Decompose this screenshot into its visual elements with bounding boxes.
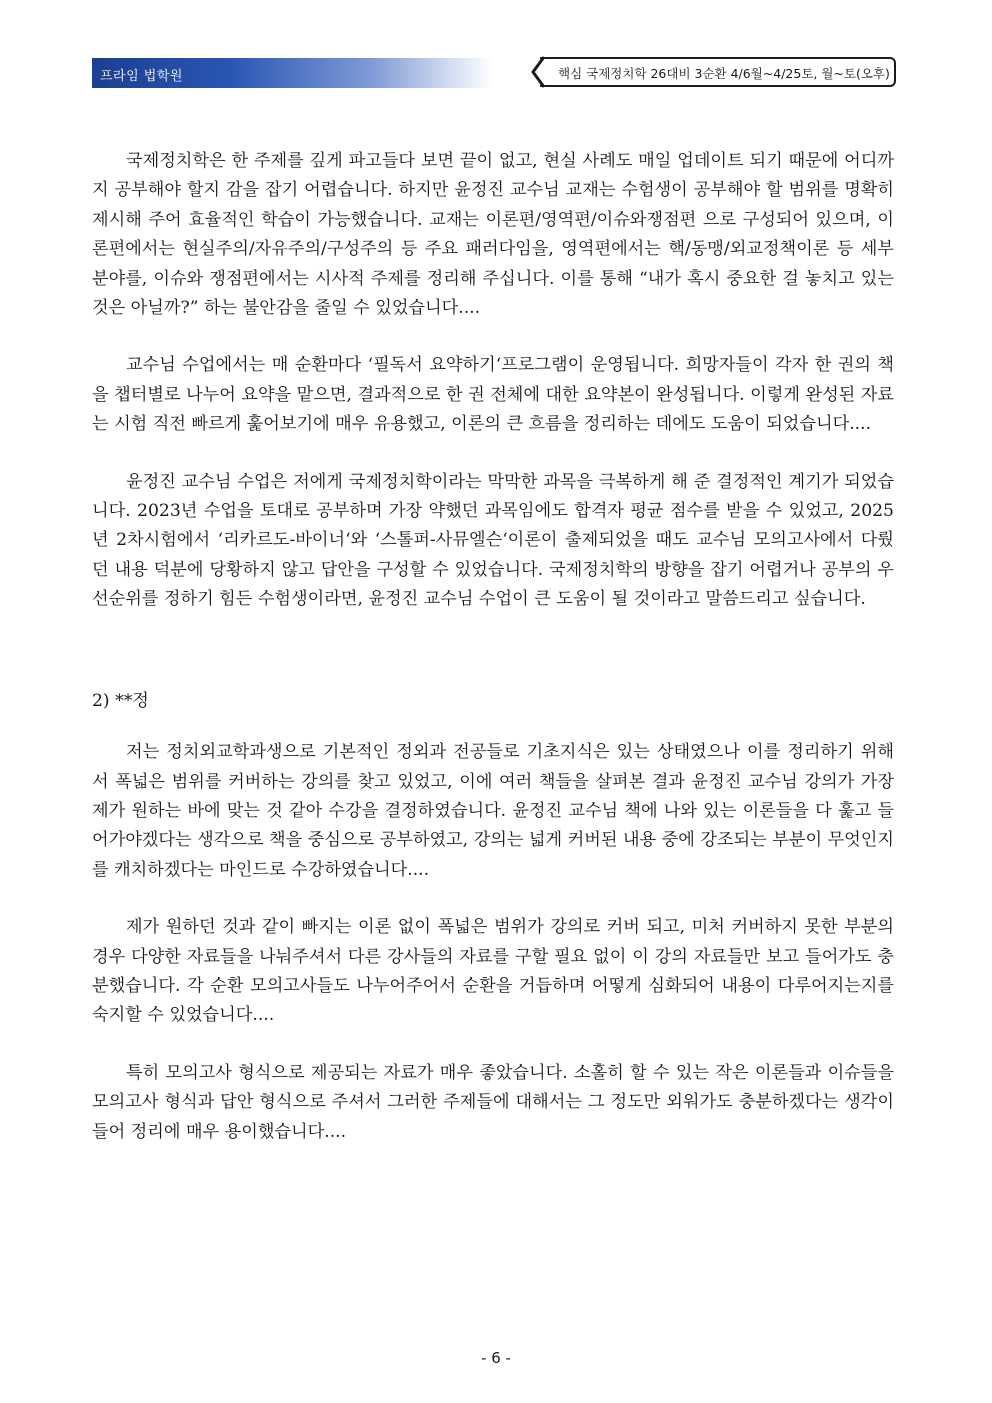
course-title: 핵심 국제정치학 26대비 3순환 4/6월~4/25토, 월~토(오후) (558, 66, 890, 81)
section-heading: 2) **정 (92, 690, 149, 711)
paragraph: 저는 정치외교학과생으로 기본적인 정외과 전공들로 기초지식은 있는 상태였으나 이를 정리하기 위해서 폭넓은 범위를 커버하는 강의를 찾고 있었고, 이에 여러 책들을 살펴본 결과 윤정진 교수님 강의가 가장 제가 원하는 바에 맞는 것 같아 수강을 결정하였습니다. 윤정진 교수님 책에 나와 있는 이론들을 다 훑고 들어가야겠다는 생각으로 책을 중심으로 공부하였고, 강의는 넓게 커버된 내용 중에 강조되는 부분이 무엇인지를 캐치하겠다는 마인드로 수강하였습니다.... (92, 742, 894, 880)
paragraph: 교수님 수업에서는 매 순환마다 ‘필독서 요약하기‘프로그램이 운영됩니다. 희망자들이 각자 한 권의 책을 챕터별로 나누어 요약을 맡으면, 결과적으로 한 권 전체에 대한 요약본이 완성됩니다. 이렇게 완성된 자료는 시험 직전 빠르게 훑어보기에 매우 유용했고, 이론의 큰 흐름을 정리하는 데에도 도움이 되었습니다.... (92, 355, 894, 435)
paragraph: 특히 모의고사 형식으로 제공되는 자료가 매우 좋았습니다. 소홀히 할 수 있는 작은 이론들과 이슈들을 모의고사 형식과 답안 형식으로 주셔서 그러한 주제들에 대해서는 그 정도만 외워가도 충분하겠다는 생각이 들어 정리에 매우 용이했습니다.... (92, 1062, 894, 1142)
page-number: - 6 - (481, 1349, 511, 1367)
document-body (92, 147, 894, 1147)
paragraph: 윤정진 교수님 수업은 저에게 국제정치학이라는 막막한 과목을 극복하게 해 준 결정적인 계기가 되었습니다. 2023년 수업을 토대로 공부하며 가장 약했던 과목임에도 합격자 평균 점수를 받을 수 있었고, 2025년 2차시험에서 ‘리카르도-바이너‘와 ‘스톨퍼-사뮤엘슨‘이론이 출제되었을 때도 교수님 모의고사에서 다뤘던 내용 덕분에 당황하지 않고 답안을 구성할 수 있었습니다. 국제정치학의 방향을 잡기 어렵거나 공부의 우선순위를 정하기 힘든 수험생이라면, 윤정진 교수님 수업이 큰 도움이 될 것이라고 말씀드리고 싶습니다. (92, 471, 894, 610)
paragraph: 국제정치학은 한 주제를 깊게 파고들다 보면 끝이 없고, 현실 사례도 매일 업데이트 되기 때문에 어디까지 공부해야 할지 감을 잡기 어렵습니다. 하지만 윤정진 교수님 교재는 수험생이 공부해야 할 범위를 명확히 제시해 주어 효율적인 학습이 가능했습니다. 교재는 이론편/영역편/이슈와쟁점편 으로 구성되어 있으며, 이론편에서는 현실주의/자유주의/구성주의 등 주요 패러다임을, 영역편에서는 핵/동맹/외교정책이론 등 세부분야를, 이슈와 쟁점편에서는 시사적 주제를 정리해 주십니다. 이를 통해 “내가 혹시 중요한 걸 놓치고 있는것은 아닐까?” 하는 불안감을 줄일 수 있었습니다.... (92, 151, 894, 319)
academy-name: 프라임 법학원 (100, 69, 183, 84)
header-banner-left (92, 58, 492, 88)
header-course-box (540, 57, 896, 87)
paragraph: 제가 원하던 것과 같이 빠지는 이론 없이 폭넓은 범위가 강의로 커버 되고, 미처 커버하지 못한 부분의 경우 다양한 자료들을 나눠주셔서 다른 강사들의 자료를 구할 필요 없이 이 강의 자료들만 보고 들어가도 충분했습니다. 각 순환 모의고사들도 나누어주어서 순환을 거듭하며 어떻게 심화되어 내용이 다루어지는지를 숙지할 수 있었습니다.... (92, 917, 894, 1026)
